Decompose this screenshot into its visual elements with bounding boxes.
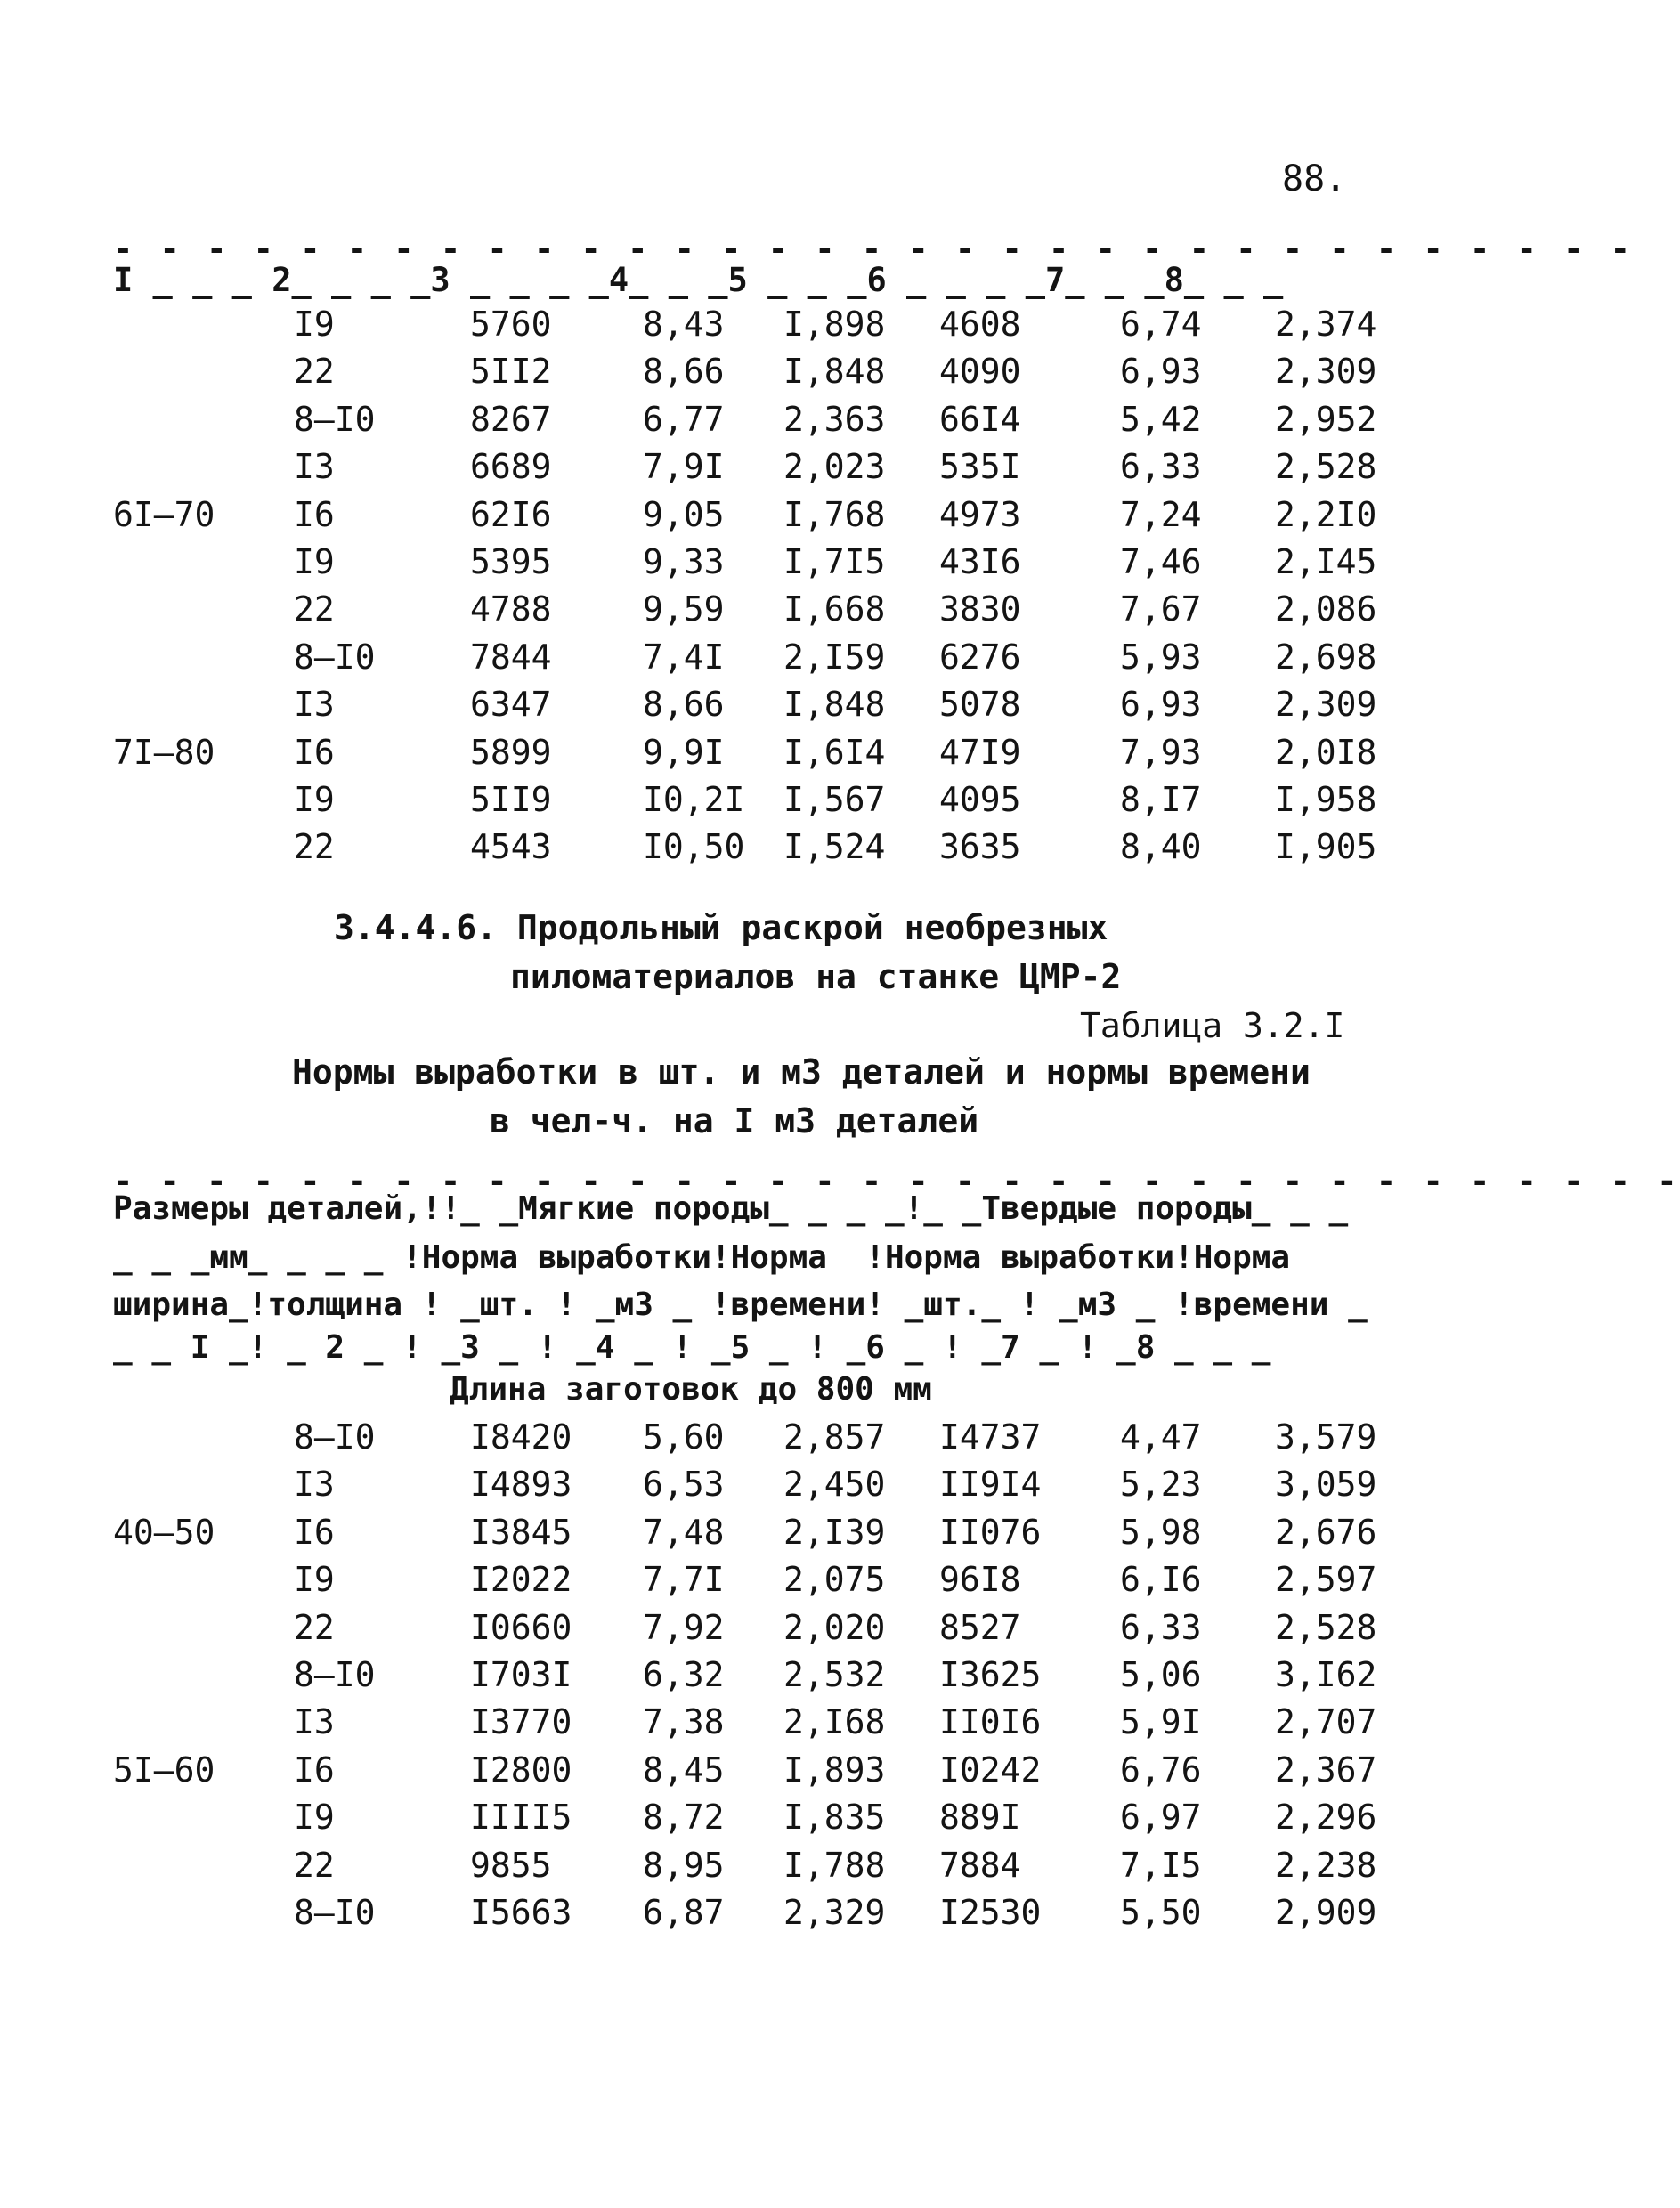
table-cell: I,788: [783, 1845, 886, 1885]
table-cell: 22: [294, 1607, 335, 1647]
table-cell: I6: [294, 732, 335, 772]
table-cell: 22: [294, 827, 335, 867]
table-cell: 2,020: [783, 1607, 886, 1647]
table-cell: 9,33: [643, 542, 725, 581]
table-cell: 8–I0: [294, 399, 376, 439]
table-cell: 9855: [470, 1845, 552, 1885]
table-cell: I,567: [783, 780, 886, 819]
blank-length-label: Длина заготовок до 800 мм: [450, 1371, 932, 1408]
table-caption-line2: в чел-ч. на I м3 деталей: [490, 1101, 979, 1141]
table-cell: 5,60: [643, 1417, 725, 1457]
table-cell: 2,952: [1275, 399, 1377, 439]
table-cell: 9,9I: [643, 732, 725, 772]
table-cell: 4973: [939, 494, 1021, 534]
table-cell: 7,38: [643, 1702, 725, 1742]
table-cell: 5760: [470, 304, 552, 344]
table-cell: 6,93: [1120, 352, 1202, 392]
table-cell: 2,I68: [783, 1702, 886, 1742]
table-cell: 2,363: [783, 399, 886, 439]
table-cell: 8,95: [643, 1845, 725, 1885]
table-cell: 6,33: [1120, 447, 1202, 487]
table-cell: 2,329: [783, 1893, 886, 1932]
table-cell: 6689: [470, 447, 552, 487]
table-cell: 8,40: [1120, 827, 1202, 867]
table-cell: 4788: [470, 589, 552, 629]
table-cell: 2,023: [783, 447, 886, 487]
table-cell: 2,909: [1275, 1893, 1377, 1932]
table-header-line2: _ _ _мм_ _ _ _ !Норма выработки!Норма !Норма выработки!Норма: [113, 1239, 1291, 1276]
table-cell: 2,086: [1275, 589, 1377, 629]
table-cell: 2,I39: [783, 1512, 886, 1552]
table-cell: 8267: [470, 399, 552, 439]
table-cell: 8,72: [643, 1798, 725, 1838]
table-cell: 40–50: [113, 1512, 215, 1552]
table-cell: 5,9I: [1120, 1702, 1202, 1742]
table-cell: 22: [294, 589, 335, 629]
table-cell: 8,45: [643, 1749, 725, 1790]
table-cell: 2,528: [1275, 1607, 1377, 1647]
table-cell: I703I: [470, 1655, 572, 1694]
table-cell: 2,I59: [783, 637, 886, 677]
table-cell: 6276: [939, 637, 1021, 677]
table-cell: 2,309: [1275, 685, 1377, 725]
table-cell: I4737: [939, 1417, 1042, 1457]
table-cell: 2,075: [783, 1560, 886, 1600]
table-cell: 3,I62: [1275, 1655, 1377, 1694]
table-cell: 47I9: [939, 732, 1021, 772]
table-cell: 3830: [939, 589, 1021, 629]
table-cell: I9: [294, 304, 335, 344]
table-header-line1: Размеры деталей,!!_ _Мягкие породы_ _ _ _!_ _Твердые породы_ _ _: [113, 1190, 1349, 1227]
table-cell: II9I4: [939, 1465, 1042, 1505]
table-cell: 8,66: [643, 352, 725, 392]
table-cell: II0I6: [939, 1702, 1042, 1742]
table-cell: 7884: [939, 1845, 1021, 1885]
table-cell: I,524: [783, 827, 886, 867]
table-cell: 2,597: [1275, 1560, 1377, 1600]
table-cell: I,848: [783, 685, 886, 725]
table-cell: 2,2I0: [1275, 494, 1377, 534]
column-numbers-row: I _ _ _ 2_ _ _ _3 _ _ _ _4_ _ _5 _ _ _6 _ _ _ _7_ _ _8_ _ _: [113, 261, 1284, 299]
table-cell: IIII5: [470, 1798, 572, 1838]
table-cell: 4090: [939, 352, 1021, 392]
table-cell: 7,92: [643, 1607, 725, 1647]
table-cell: 2,367: [1275, 1749, 1377, 1790]
table-cell: 5899: [470, 732, 552, 772]
table-cell: I,7I5: [783, 542, 886, 581]
table-cell: I3: [294, 1465, 335, 1505]
table-cell: 2,374: [1275, 304, 1377, 344]
table-cell: I2800: [470, 1749, 572, 1790]
table-caption-line1: Нормы выработки в шт. и м3 деталей и нормы времени: [292, 1052, 1311, 1092]
table-cell: 3,059: [1275, 1465, 1377, 1505]
table-cell: 5,93: [1120, 637, 1202, 677]
table-cell: 8,I7: [1120, 780, 1202, 819]
table-cell: 2,238: [1275, 1845, 1377, 1885]
table-cell: 2,532: [783, 1655, 886, 1694]
table-label: Таблица 3.2.I: [1080, 1006, 1345, 1045]
table-cell: 2,0I8: [1275, 732, 1377, 772]
page-number: 88.: [1282, 158, 1347, 199]
table-cell: I0660: [470, 1607, 572, 1647]
table-cell: 8,66: [643, 685, 725, 725]
table-rule-top: - - - - - - - - - - - - - - - - - - - - - - - - - - - - - - - - -: [113, 230, 1634, 268]
table-cell: 5395: [470, 542, 552, 581]
table-header-line3: ширина_!толщина ! _шт. ! _м3 _ !времени! _шт._ ! _м3 _ !времени _: [113, 1287, 1368, 1323]
table-cell: 6,77: [643, 399, 725, 439]
table-cell: I,6I4: [783, 732, 886, 772]
table-cell: 5II9: [470, 780, 552, 819]
table-cell: 7,24: [1120, 494, 1202, 534]
table-cell: I9: [294, 1798, 335, 1838]
table-cell: 8–I0: [294, 1417, 376, 1457]
table-cell: 7I–80: [113, 732, 215, 772]
table-cell: 66I4: [939, 399, 1021, 439]
table-cell: I2530: [939, 1893, 1042, 1932]
table-cell: 6,I6: [1120, 1560, 1202, 1600]
table-cell: 8–I0: [294, 1893, 376, 1932]
table-cell: 7,7I: [643, 1560, 725, 1600]
table-cell: 8,43: [643, 304, 725, 344]
table-cell: 7,48: [643, 1512, 725, 1552]
table-cell: 6,32: [643, 1655, 725, 1694]
table-cell: 2,309: [1275, 352, 1377, 392]
table-cell: 2,698: [1275, 637, 1377, 677]
table-cell: I3625: [939, 1655, 1042, 1694]
table-cell: 7844: [470, 637, 552, 677]
table-cell: 2,I45: [1275, 542, 1377, 581]
table-cell: 6I–70: [113, 494, 215, 534]
table-cell: 3,579: [1275, 1417, 1377, 1457]
table-cell: I9: [294, 780, 335, 819]
table-cell: I3770: [470, 1702, 572, 1742]
table-cell: 8–I0: [294, 637, 376, 677]
table-cell: I0,50: [643, 827, 745, 867]
table-cell: 7,67: [1120, 589, 1202, 629]
table-cell: 6,87: [643, 1893, 725, 1932]
table-cell: 7,9I: [643, 447, 725, 487]
table-cell: 4,47: [1120, 1417, 1202, 1457]
table-cell: I3: [294, 447, 335, 487]
table-cell: 5,06: [1120, 1655, 1202, 1694]
section-title-line1: 3.4.4.6. Продольный раскрой необрезных: [334, 908, 1108, 947]
table-cell: I8420: [470, 1417, 572, 1457]
table-cell: 6347: [470, 685, 552, 725]
table-cell: 4543: [470, 827, 552, 867]
table-cell: 4608: [939, 304, 1021, 344]
table-cell: 6,53: [643, 1465, 725, 1505]
table-cell: 9,59: [643, 589, 725, 629]
table-cell: 5078: [939, 685, 1021, 725]
table-cell: 7,I5: [1120, 1845, 1202, 1885]
table-cell: 2,707: [1275, 1702, 1377, 1742]
table-cell: I3845: [470, 1512, 572, 1552]
table-cell: 5I–60: [113, 1749, 215, 1790]
table-cell: 8527: [939, 1607, 1021, 1647]
table-cell: I4893: [470, 1465, 572, 1505]
table-cell: 7,93: [1120, 732, 1202, 772]
table-cell: 5,23: [1120, 1465, 1202, 1505]
table-cell: 6,76: [1120, 1749, 1202, 1790]
table-cell: 6,93: [1120, 685, 1202, 725]
table-cell: I,768: [783, 494, 886, 534]
table-cell: II076: [939, 1512, 1042, 1552]
table-cell: 535I: [939, 447, 1021, 487]
table-cell: 2,296: [1275, 1798, 1377, 1838]
table-cell: 7,46: [1120, 542, 1202, 581]
table-cell: I6: [294, 494, 335, 534]
table-cell: 2,857: [783, 1417, 886, 1457]
table-cell: I,848: [783, 352, 886, 392]
table-cell: 8–I0: [294, 1655, 376, 1694]
table-cell: 6,97: [1120, 1798, 1202, 1838]
table-cell: 6,33: [1120, 1607, 1202, 1647]
table-cell: 22: [294, 1845, 335, 1885]
table-cell: I3: [294, 685, 335, 725]
table-cell: I,893: [783, 1749, 886, 1790]
table-cell: 22: [294, 352, 335, 392]
table-header-line4: _ _ I _! _ 2 _ ! _3 _ ! _4 _ ! _5 _ ! _6 _ ! _7 _ ! _8 _ _ _: [113, 1329, 1271, 1366]
table-cell: I5663: [470, 1893, 572, 1932]
table-cell: I6: [294, 1749, 335, 1790]
table-cell: I,898: [783, 304, 886, 344]
table-cell: 7,4I: [643, 637, 725, 677]
table-cell: 5,50: [1120, 1893, 1202, 1932]
table-cell: I9: [294, 542, 335, 581]
table-cell: 9,05: [643, 494, 725, 534]
table-cell: 62I6: [470, 494, 552, 534]
table-cell: 5,98: [1120, 1512, 1202, 1552]
section-title-line2: пиломатериалов на станке ЦМР-2: [510, 957, 1122, 996]
table-cell: I0242: [939, 1749, 1042, 1790]
table-cell: 889I: [939, 1798, 1021, 1838]
table-cell: I6: [294, 1512, 335, 1552]
table-cell: 5,42: [1120, 399, 1202, 439]
table-cell: I2022: [470, 1560, 572, 1600]
table-cell: 6,74: [1120, 304, 1202, 344]
table-cell: 2,450: [783, 1465, 886, 1505]
table-cell: 2,676: [1275, 1512, 1377, 1552]
table-cell: 96I8: [939, 1560, 1021, 1600]
table-rule-top: - - - - - - - - - - - - - - - - - - - - - - - - - - - - - - - - - -: [113, 1162, 1680, 1200]
table-cell: 2,528: [1275, 447, 1377, 487]
table-cell: I3: [294, 1702, 335, 1742]
table-cell: 5II2: [470, 352, 552, 392]
table-cell: I,905: [1275, 827, 1377, 867]
table-cell: I,958: [1275, 780, 1377, 819]
table-cell: 3635: [939, 827, 1021, 867]
table-cell: 43I6: [939, 542, 1021, 581]
table-cell: I,668: [783, 589, 886, 629]
table-cell: I0,2I: [643, 780, 745, 819]
table-cell: 4095: [939, 780, 1021, 819]
table-cell: I9: [294, 1560, 335, 1600]
table-cell: I,835: [783, 1798, 886, 1838]
